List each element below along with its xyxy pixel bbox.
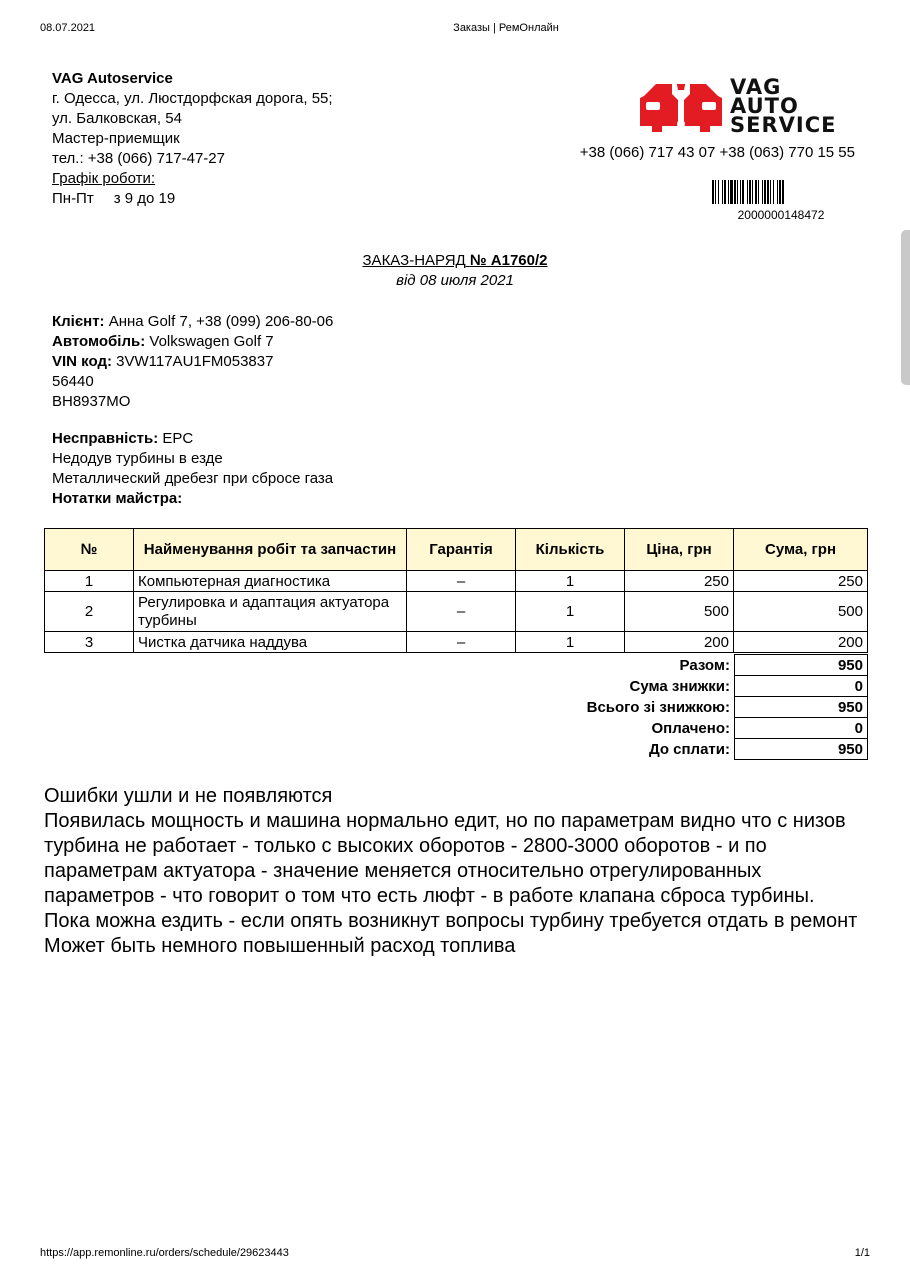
logo-text [730, 75, 837, 137]
total-row: Разом: 950 [480, 655, 868, 676]
company-phone: тел.: +38 (066) 717-47-27 [52, 150, 225, 167]
issue-label: Несправність: [52, 430, 159, 447]
schedule-label: Графік роботи: [52, 170, 156, 187]
note-line: Появилась мощность и машина нормально едит, но по параметрам видно что с низов турбина не работает - только с высоких оборотов - 2800-3000 оборотов - и по параметрам актуатора - значение меняется относительно отрегулированных параметров - что говорит о том что есть люфт - в работе клапана сброса турбины. [44, 810, 846, 907]
scrollbar[interactable] [901, 230, 910, 385]
barcode-number: 2000000148472 [737, 208, 825, 222]
col-warranty: Гарантія [407, 529, 516, 571]
client-label: Клієнт: [52, 313, 105, 330]
mileage: 56440 [52, 373, 94, 390]
plate-number: ВН8937МО [52, 393, 131, 410]
master-notes-label: Нотатки майстра: [52, 490, 183, 507]
schedule-hours: з 9 до 19 [113, 190, 176, 207]
col-quantity: Кількість [516, 529, 625, 571]
company-role: Мастер-приемщик [52, 130, 180, 147]
order-number: № А1760/2 [469, 252, 548, 269]
page-url: https://app.remonline.ru/orders/schedule/29623443 [40, 1247, 289, 1259]
issue-line-2: Недодув турбины в езде [52, 450, 223, 467]
barcode [712, 180, 850, 221]
issue-line-3: Металлический дребезг при сбросе газа [52, 470, 334, 487]
car-value: Volkswagen Golf 7 [149, 333, 274, 350]
logo-line-3: SERVICE [730, 113, 837, 137]
schedule-days: Пн-Пт [52, 190, 94, 207]
to-pay-row: До сплати: 950 [480, 739, 868, 760]
car-label: Автомобіль: [52, 333, 146, 350]
vin-label: VIN код: [52, 353, 112, 370]
total-with-discount-row: Всього зі знижкою: 950 [480, 697, 868, 718]
table-row: 2 Регулировка и адаптация актуатора турбины – 1 500 500 [45, 592, 868, 632]
table-row: 3 Чистка датчика наддува – 1 200 200 [45, 632, 868, 653]
barcode-bars [712, 180, 850, 204]
order-title [0, 251, 910, 271]
company-name: VAG Autoservice [52, 70, 173, 87]
col-number: № [45, 529, 134, 571]
client-value: Анна Golf 7, +38 (099) 206-80-06 [108, 313, 334, 330]
items-table [44, 528, 868, 653]
note-line: Может быть немного повышенный расход топлива [44, 935, 516, 957]
logo-line-1: VAG [730, 75, 782, 99]
company-block [52, 69, 333, 209]
issue-block [52, 429, 333, 509]
discount-row: Сума знижки: 0 [480, 676, 868, 697]
paid-row: Оплачено: 0 [480, 718, 868, 739]
schedule-line [52, 189, 333, 209]
col-name: Найменування робіт та запчастин [134, 529, 407, 571]
issue-value: EPC [162, 430, 194, 447]
order-title-prefix: ЗАКАЗ-НАРЯД [362, 252, 466, 269]
print-title: Заказы | РемОнлайн [453, 22, 559, 34]
note-line: Пока можна ездить - если опять возникнут вопросы турбину требуется отдать в ремонт [44, 910, 858, 932]
col-sum: Сума, грн [734, 529, 868, 571]
totals-table [480, 654, 868, 760]
table-row: 1 Компьютерная диагностика – 1 250 250 [45, 571, 868, 592]
company-address-1: г. Одесса, ул. Люстдорфская дорога, 55; [52, 90, 333, 107]
company-address-2: ул. Балковская, 54 [52, 110, 182, 127]
table-header-row [45, 529, 868, 571]
note-line: Ошибки ушли и не появляются [44, 785, 333, 807]
vin-value: 3VW117AU1FM053837 [116, 353, 274, 370]
master-notes [44, 784, 874, 959]
client-block [52, 312, 333, 412]
car-wrench-logo-icon [638, 76, 724, 136]
order-date: від 08 июля 2021 [396, 272, 514, 289]
logo-line-2: AUTO [730, 94, 799, 118]
col-price: Ціна, грн [625, 529, 734, 571]
company-logo [638, 76, 848, 138]
page-counter: 1/1 [854, 1247, 870, 1259]
print-date: 08.07.2021 [40, 22, 96, 34]
contact-phones: +38 (066) 717 43 07 +38 (063) 770 15 55 [579, 144, 855, 161]
